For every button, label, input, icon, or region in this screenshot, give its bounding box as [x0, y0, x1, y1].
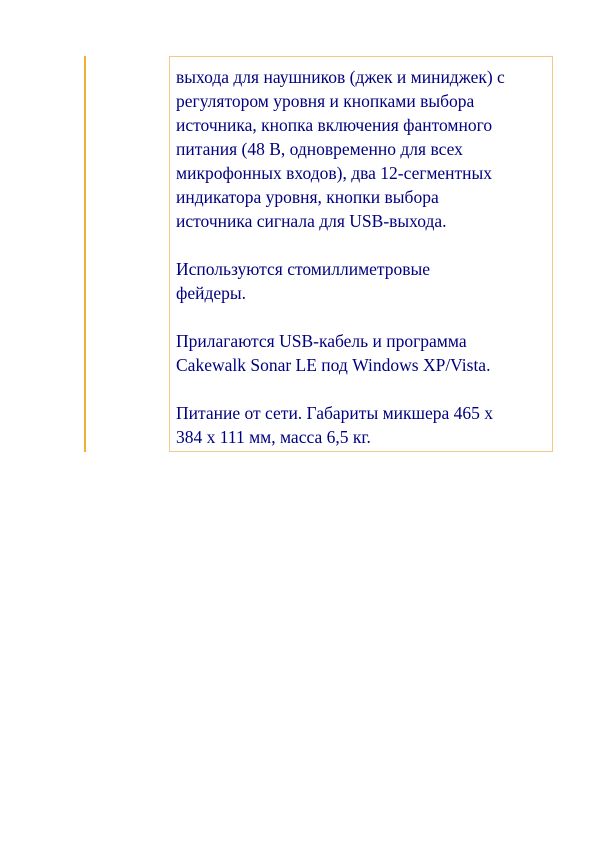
paragraph-power-dimensions: Питание от сети. Габариты микшера 465 х 384 х 111 мм, масса 6,5 кг. — [176, 403, 494, 447]
paragraph-outputs: выхода для наушников (джек и миниджек) с регулятором уровня и кнопками выбора источника, кнопка включения фантомного питания (48 В, одновременно для всех микрофонных входов), два 12-сегментных индикатора уровня, кнопки выбора источника сигнала для USB-выхода. — [176, 67, 505, 231]
text-frame — [169, 56, 553, 452]
paragraph-faders: Используются стомиллиметровые фейдеры. — [176, 259, 431, 303]
left-margin-rule — [84, 56, 86, 452]
paragraph-bundle: Прилагаются USB-кабель и программа Cakewalk Sonar LE под Windows XP/Vista. — [176, 331, 491, 375]
